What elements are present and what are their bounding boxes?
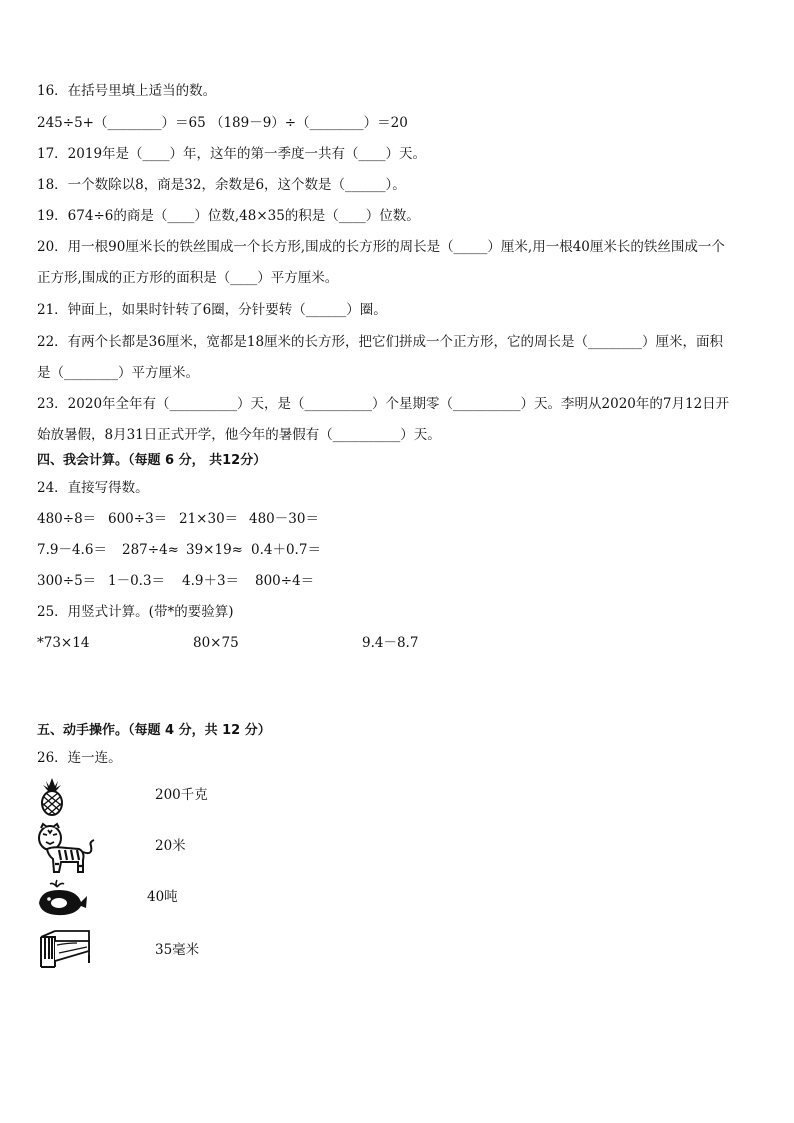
question-19: 19．674÷6的商是（____）位数,48×35的积是（____）位数。 (37, 208, 420, 224)
whale-icon (37, 878, 89, 918)
calc-item: 1－0.3＝ (108, 573, 166, 589)
calc-item: 4.9＋3＝ (182, 573, 240, 589)
question-16-line: 245÷5+（________）＝65 （189－9）÷（________）＝20 (37, 115, 408, 131)
calc-item: 287÷4≈ (122, 542, 179, 558)
section-4-heading: 四、我会计算。（每题 6 分， 共12分） (37, 453, 267, 468)
question-17: 17．2019年是（____）年，这年的第一季度一共有（____）天。 (37, 146, 427, 162)
question-20-line1: 20．用一根90厘米长的铁丝围成一个长方形,围成的长方形的周长是（_____）厘米,用一根40厘米长的铁丝围成一个 (37, 239, 725, 255)
pineapple-icon (37, 776, 67, 816)
question-16-title: 16．在括号里填上适当的数。 (37, 83, 217, 99)
section-5-heading: 五、动手操作。（每题 4 分，共 12 分） (37, 723, 271, 738)
tiger-icon (37, 822, 102, 874)
bed-icon (37, 925, 93, 969)
answer-label: 35毫米 (155, 942, 200, 958)
vertical-calc-item: 80×75 (193, 635, 239, 651)
question-20-line2: 正方形,围成的正方形的面积是（____）平方厘米。 (37, 270, 339, 286)
answer-label: 40吨 (147, 889, 178, 905)
calc-item: 21×30＝ (179, 511, 239, 527)
calc-item: 7.9－4.6＝ (37, 542, 107, 558)
question-24-title: 24．直接写得数。 (37, 480, 149, 496)
calc-item: 480－30＝ (249, 511, 319, 527)
question-22-line2: 是（________）平方厘米。 (37, 365, 199, 381)
question-25-title: 25．用竖式计算。(带*的要验算) (37, 604, 234, 620)
question-21: 21．钟面上，如果时针转了6圈，分针要转（______）圈。 (37, 302, 387, 318)
question-26-title: 26．连一连。 (37, 750, 122, 766)
question-23-line1: 23．2020年全年有（__________）天，是（__________）个星期零（__________）天。李明从2020年的7月12日开 (37, 396, 730, 412)
vertical-calc-item: *73×14 (37, 635, 90, 651)
calc-item: 600÷3＝ (108, 511, 168, 527)
question-23-line2: 始放暑假，8月31日正式开学，他今年的暑假有（__________）天。 (37, 427, 441, 443)
calc-item: 300÷5＝ (37, 573, 97, 589)
vertical-calc-item: 9.4－8.7 (362, 635, 419, 651)
question-22-line1: 22．有两个长都是36厘米，宽都是18厘米的长方形，把它们拼成一个正方形，它的周长是（________）厘米，面积 (37, 334, 724, 350)
answer-label: 20米 (155, 838, 186, 854)
calc-item: 480÷8＝ (37, 511, 97, 527)
calc-item: 0.4＋0.7＝ (251, 542, 321, 558)
answer-label: 200千克 (155, 787, 208, 803)
calc-item: 39×19≈ (186, 542, 243, 558)
calc-item: 800÷4＝ (255, 573, 315, 589)
question-18: 18．一个数除以8，商是32，余数是6，这个数是（______）。 (37, 177, 406, 193)
